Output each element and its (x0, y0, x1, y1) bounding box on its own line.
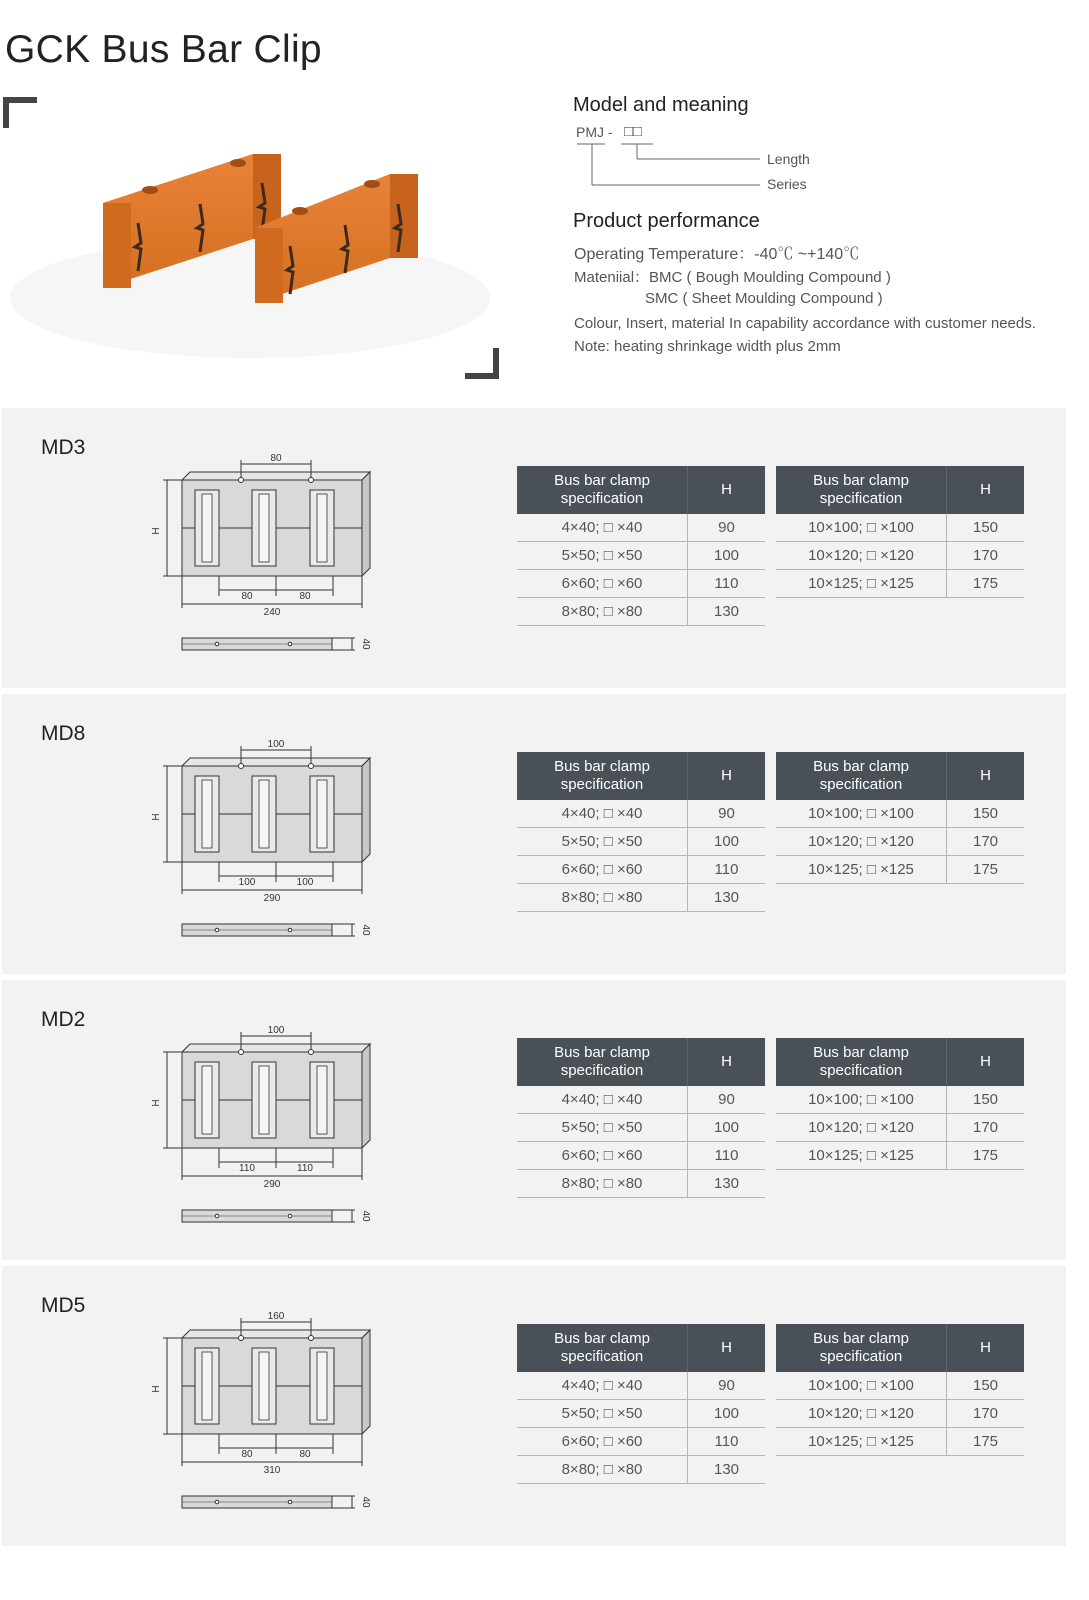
dim-h-label: H (151, 527, 162, 535)
spec-cell: 10×125; □ ×125 (776, 856, 947, 884)
header-spec: Bus bar clamp specification (776, 1038, 947, 1086)
dim-right-gap-label: 80 (299, 1449, 311, 1460)
spec-cell: 4×40; □ ×40 (517, 1372, 688, 1400)
h-cell: 170 (947, 1400, 1025, 1428)
h-cell: 175 (947, 856, 1025, 884)
technical-drawing (147, 1008, 382, 1228)
dim-left-gap-label: 80 (241, 1449, 253, 1460)
dim-h-label: H (151, 1385, 162, 1393)
table-row (776, 1428, 1024, 1456)
model-code: PMJ - (576, 124, 613, 140)
spec-table-right (776, 1324, 1024, 1456)
section-label: MD5 (41, 1294, 86, 1317)
spec-cell: 10×120; □ ×120 (776, 1400, 947, 1428)
spec-table-left (517, 1038, 765, 1198)
technical-drawing (147, 722, 382, 942)
model-heading: Model and meaning (573, 94, 749, 116)
h-cell: 90 (688, 800, 766, 828)
h-cell: 150 (947, 1086, 1025, 1114)
spec-cell: 5×50; □ ×50 (517, 828, 688, 856)
h-cell: 170 (947, 542, 1025, 570)
h-cell: 130 (688, 1170, 766, 1198)
h-cell: 170 (947, 1114, 1025, 1142)
table-row (776, 1142, 1024, 1170)
header-spec: Bus bar clamp specification (517, 752, 688, 800)
dim-left-gap-label: 100 (238, 877, 256, 888)
dim-width-label: 310 (263, 1465, 281, 1476)
dim-left-gap-label: 110 (239, 1163, 255, 1174)
product-image (0, 128, 500, 378)
spec-cell: 5×50; □ ×50 (517, 542, 688, 570)
section-md3 (2, 408, 1066, 688)
corner-bracket-top-left (3, 97, 37, 128)
h-cell: 150 (947, 1372, 1025, 1400)
section-label: MD2 (41, 1008, 86, 1031)
section-label: MD8 (41, 722, 86, 745)
h-cell: 110 (688, 570, 766, 598)
section-md5 (2, 1266, 1066, 1546)
performance-heading: Product performance (573, 210, 760, 232)
spec-cell: 10×100; □ ×100 (776, 514, 947, 542)
table-row (776, 828, 1024, 856)
technical-drawing (147, 1294, 382, 1514)
dim-top-label: 80 (270, 453, 282, 464)
dim-right-gap-label: 80 (299, 591, 311, 602)
h-cell: 130 (688, 1456, 766, 1484)
header-h: H (947, 1038, 1025, 1086)
table-row (517, 598, 765, 626)
spec-table-left (517, 752, 765, 912)
table-row (517, 884, 765, 912)
temperature-text: Operating Temperature：-40℃ ~+140℃ (574, 246, 860, 263)
section-label: MD3 (41, 436, 86, 459)
header-h: H (688, 752, 766, 800)
h-cell: 175 (947, 570, 1025, 598)
dim-top-label: 160 (267, 1311, 285, 1322)
header-h: H (947, 466, 1025, 514)
h-cell: 100 (688, 828, 766, 856)
table-row (776, 542, 1024, 570)
dim-width-label: 290 (263, 893, 281, 904)
model-boxes: □□ (624, 123, 643, 140)
spec-table-right (776, 752, 1024, 884)
dim-width-label: 240 (263, 607, 281, 618)
table-row (776, 1086, 1024, 1114)
table-row (517, 1142, 765, 1170)
spec-cell: 5×50; □ ×50 (517, 1114, 688, 1142)
header-h: H (688, 1324, 766, 1372)
dim-top-label: 100 (267, 1025, 285, 1036)
h-cell: 100 (688, 1400, 766, 1428)
table-row (776, 1372, 1024, 1400)
table-row (517, 828, 765, 856)
dim-h-label: H (151, 813, 162, 821)
dim-right-gap-label: 110 (297, 1163, 313, 1174)
h-cell: 110 (688, 856, 766, 884)
table-row (517, 1456, 765, 1484)
h-cell: 90 (688, 1372, 766, 1400)
header-spec: Bus bar clamp specification (776, 1324, 947, 1372)
h-cell: 150 (947, 514, 1025, 542)
table-row (776, 570, 1024, 598)
h-cell: 130 (688, 598, 766, 626)
h-cell: 90 (688, 514, 766, 542)
dim-top-label: 100 (267, 739, 285, 750)
header-h: H (947, 1324, 1025, 1372)
header-h: H (947, 752, 1025, 800)
table-row (776, 1114, 1024, 1142)
table-row (517, 542, 765, 570)
h-cell: 100 (688, 1114, 766, 1142)
spec-cell: 10×125; □ ×125 (776, 1428, 947, 1456)
h-cell: 175 (947, 1428, 1025, 1456)
spec-table-left (517, 466, 765, 626)
material-bmc-text: Mateniial：BMC ( Bough Moulding Compound ) (574, 269, 891, 286)
table-row (776, 1400, 1024, 1428)
dim-thickness-label: 40 (360, 1496, 371, 1508)
spec-cell: 4×40; □ ×40 (517, 800, 688, 828)
series-label: Series (767, 176, 807, 192)
table-row (517, 1170, 765, 1198)
note-text: Note: heating shrinkage width plus 2mm (574, 338, 841, 355)
section-md8 (2, 694, 1066, 974)
h-cell: 130 (688, 884, 766, 912)
spec-cell: 6×60; □ ×60 (517, 1142, 688, 1170)
spec-cell: 10×125; □ ×125 (776, 1142, 947, 1170)
spec-cell: 10×120; □ ×120 (776, 828, 947, 856)
header-spec: Bus bar clamp specification (517, 1324, 688, 1372)
table-row (517, 856, 765, 884)
table-row (517, 1086, 765, 1114)
dim-thickness-label: 40 (360, 638, 371, 650)
h-cell: 90 (688, 1086, 766, 1114)
spec-cell: 4×40; □ ×40 (517, 514, 688, 542)
dim-left-gap-label: 80 (241, 591, 253, 602)
spec-cell: 10×120; □ ×120 (776, 542, 947, 570)
material-smc-text: SMC ( Sheet Moulding Compound ) (645, 290, 883, 307)
spec-table-left (517, 1324, 765, 1484)
spec-cell: 10×120; □ ×120 (776, 1114, 947, 1142)
table-row (517, 1428, 765, 1456)
dim-thickness-label: 40 (360, 924, 371, 936)
h-cell: 110 (688, 1142, 766, 1170)
colour-text: Colour, Insert, material In capability accordance with customer needs. (574, 315, 1036, 332)
h-cell: 170 (947, 828, 1025, 856)
dim-h-label: H (151, 1099, 162, 1107)
dim-thickness-label: 40 (360, 1210, 371, 1222)
header-h: H (688, 466, 766, 514)
spec-cell: 8×80; □ ×80 (517, 884, 688, 912)
h-cell: 100 (688, 542, 766, 570)
header-spec: Bus bar clamp specification (517, 466, 688, 514)
h-cell: 150 (947, 800, 1025, 828)
technical-drawing (147, 436, 382, 656)
table-row (517, 800, 765, 828)
spec-cell: 6×60; □ ×60 (517, 856, 688, 884)
dim-right-gap-label: 100 (296, 877, 314, 888)
table-row (776, 800, 1024, 828)
page-title: GCK Bus Bar Clip (5, 28, 322, 71)
spec-table-right (776, 1038, 1024, 1170)
header-spec: Bus bar clamp specification (517, 1038, 688, 1086)
table-row (517, 514, 765, 542)
table-row (776, 856, 1024, 884)
spec-cell: 8×80; □ ×80 (517, 598, 688, 626)
table-row (517, 1400, 765, 1428)
spec-cell: 10×100; □ ×100 (776, 1086, 947, 1114)
table-row (517, 570, 765, 598)
header-spec: Bus bar clamp specification (776, 466, 947, 514)
header-spec: Bus bar clamp specification (776, 752, 947, 800)
spec-cell: 8×80; □ ×80 (517, 1170, 688, 1198)
spec-cell: 10×100; □ ×100 (776, 800, 947, 828)
table-row (517, 1114, 765, 1142)
table-row (776, 514, 1024, 542)
table-row (517, 1372, 765, 1400)
spec-cell: 6×60; □ ×60 (517, 1428, 688, 1456)
header-h: H (688, 1038, 766, 1086)
spec-cell: 8×80; □ ×80 (517, 1456, 688, 1484)
spec-cell: 6×60; □ ×60 (517, 570, 688, 598)
dim-width-label: 290 (263, 1179, 281, 1190)
h-cell: 110 (688, 1428, 766, 1456)
spec-cell: 4×40; □ ×40 (517, 1086, 688, 1114)
length-label: Length (767, 151, 810, 167)
model-connector-lines (575, 140, 775, 190)
spec-cell: 10×100; □ ×100 (776, 1372, 947, 1400)
spec-cell: 5×50; □ ×50 (517, 1400, 688, 1428)
spec-table-right (776, 466, 1024, 598)
section-md2 (2, 980, 1066, 1260)
spec-cell: 10×125; □ ×125 (776, 570, 947, 598)
h-cell: 175 (947, 1142, 1025, 1170)
